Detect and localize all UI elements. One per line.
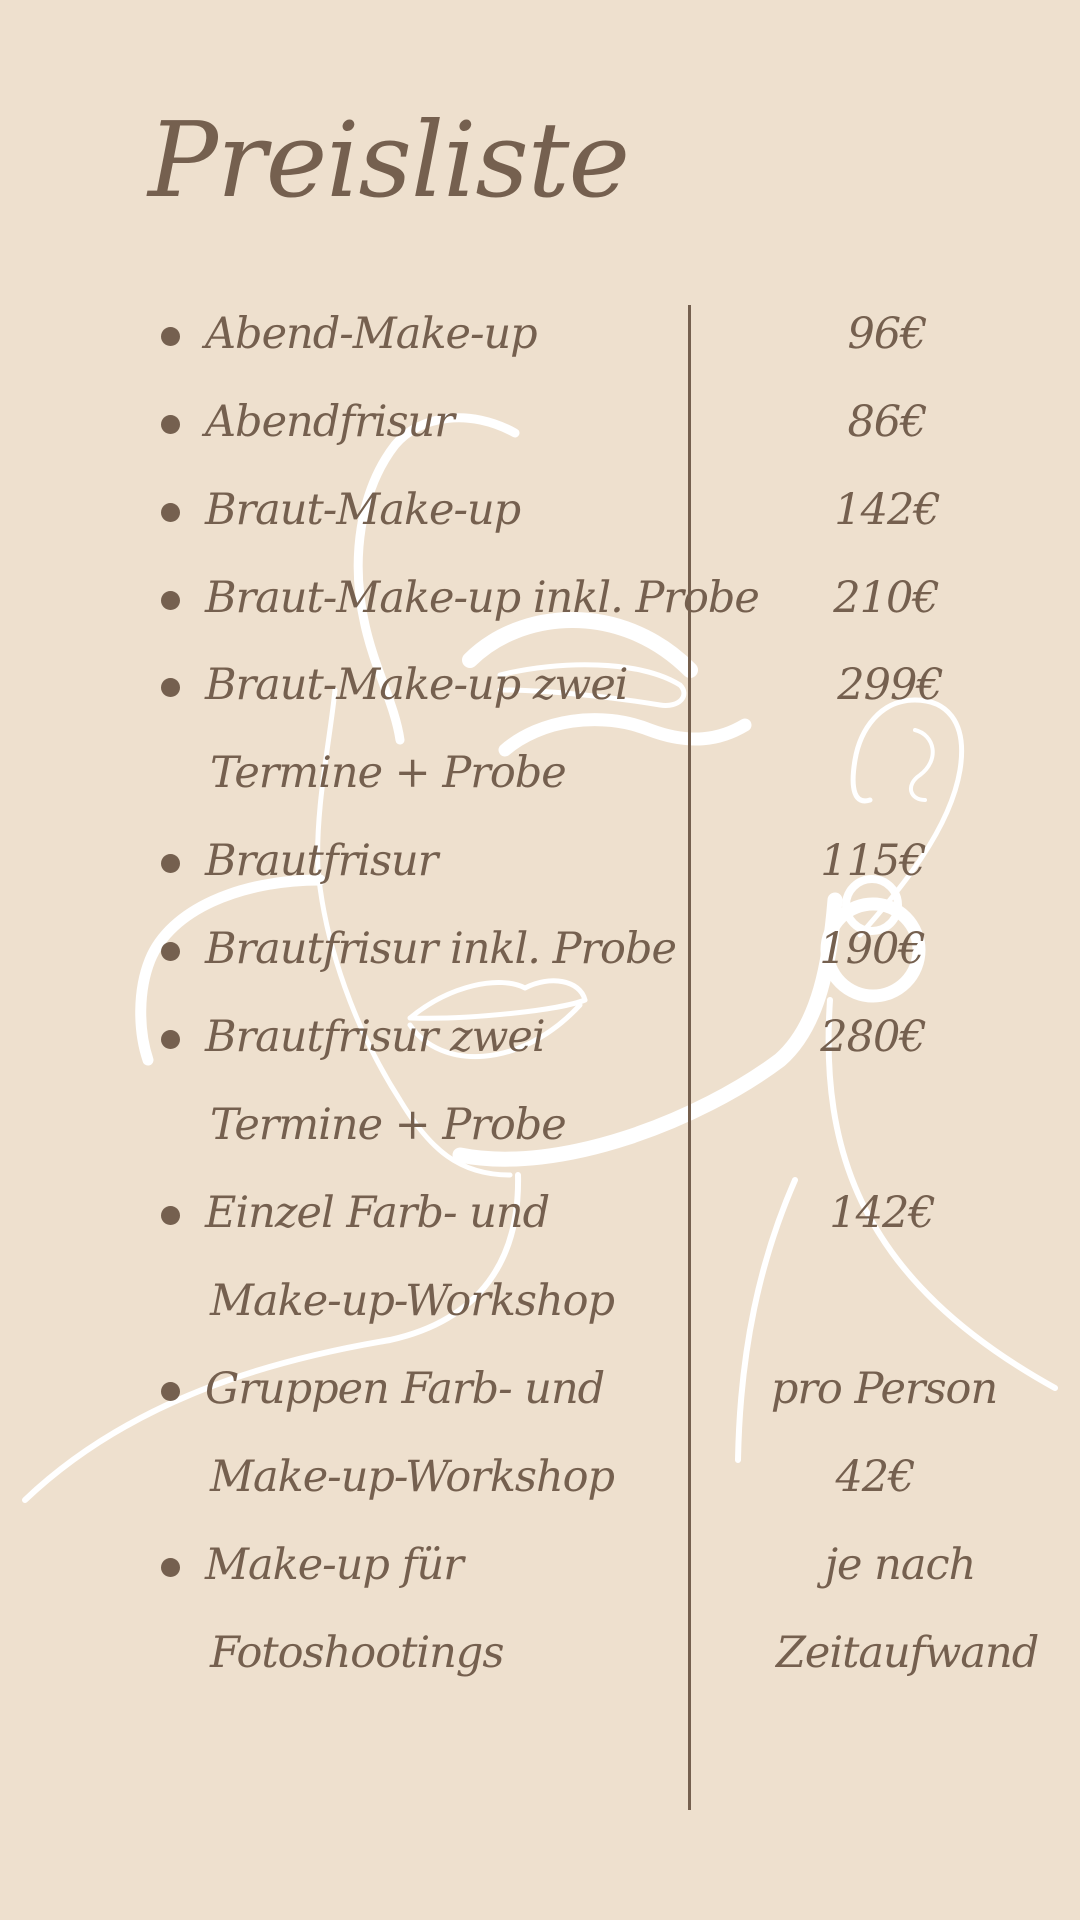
price-row bbox=[0, 468, 1080, 556]
price-row bbox=[0, 1171, 1080, 1259]
service-label-line2: Termine + Probe bbox=[210, 748, 566, 798]
bullet-point bbox=[161, 1030, 180, 1049]
service-price-line2: Zeitaufwand bbox=[776, 1628, 1039, 1678]
service-label: Braut-Make-up inkl. Probe bbox=[205, 573, 759, 623]
service-label: Braut-Make-up zwei bbox=[205, 660, 628, 710]
service-label: Brautfrisur zwei bbox=[205, 1012, 545, 1062]
service-label-line2: Termine + Probe bbox=[210, 1100, 566, 1150]
service-label: Einzel Farb- und bbox=[205, 1188, 550, 1238]
service-label: Make-up für bbox=[205, 1540, 463, 1590]
service-price: 115€ bbox=[820, 836, 926, 886]
price-row bbox=[0, 643, 1080, 731]
price-row bbox=[0, 1347, 1080, 1435]
bullet-point bbox=[161, 1558, 180, 1577]
service-label: Abend-Make-up bbox=[205, 309, 537, 359]
price-row-continuation bbox=[0, 1435, 1080, 1523]
bullet-point bbox=[161, 1382, 180, 1401]
service-price: pro Person bbox=[770, 1364, 998, 1414]
service-price: 86€ bbox=[847, 397, 927, 447]
bullet-point bbox=[161, 942, 180, 961]
page-title: Preisliste bbox=[148, 99, 630, 221]
bullet-point bbox=[161, 678, 180, 697]
price-row-continuation bbox=[0, 1611, 1080, 1699]
price-row bbox=[0, 907, 1080, 995]
bullet-point bbox=[161, 415, 180, 434]
bullet-point bbox=[161, 503, 180, 522]
bullet-point bbox=[161, 854, 180, 873]
service-label-line2: Make-up-Workshop bbox=[210, 1452, 615, 1502]
service-price: 142€ bbox=[829, 1188, 935, 1238]
service-label: Brautfrisur inkl. Probe bbox=[205, 924, 676, 974]
bullet-point bbox=[161, 1206, 180, 1225]
service-price-line2: 42€ bbox=[835, 1452, 915, 1502]
bullet-point bbox=[161, 591, 180, 610]
service-label: Abendfrisur bbox=[205, 397, 454, 447]
service-label: Braut-Make-up bbox=[205, 485, 521, 535]
service-label-line2: Make-up-Workshop bbox=[210, 1276, 615, 1326]
service-price: 190€ bbox=[819, 924, 925, 974]
service-label: Gruppen Farb- und bbox=[205, 1364, 605, 1414]
service-price: 280€ bbox=[820, 1012, 926, 1062]
price-row bbox=[0, 380, 1080, 468]
price-row-continuation bbox=[0, 1083, 1080, 1171]
service-price: 210€ bbox=[833, 573, 939, 623]
service-price: 96€ bbox=[847, 309, 927, 359]
price-row bbox=[0, 1523, 1080, 1611]
price-row bbox=[0, 995, 1080, 1083]
service-label-line2: Fotoshootings bbox=[210, 1628, 504, 1678]
service-price: 299€ bbox=[837, 660, 943, 710]
price-row-continuation bbox=[0, 731, 1080, 819]
service-price: je nach bbox=[824, 1540, 976, 1590]
price-row-continuation bbox=[0, 1259, 1080, 1347]
price-row bbox=[0, 556, 1080, 644]
service-price: 142€ bbox=[834, 485, 940, 535]
price-row bbox=[0, 292, 1080, 380]
service-label: Brautfrisur bbox=[205, 836, 438, 886]
price-row bbox=[0, 819, 1080, 907]
bullet-point bbox=[161, 327, 180, 346]
